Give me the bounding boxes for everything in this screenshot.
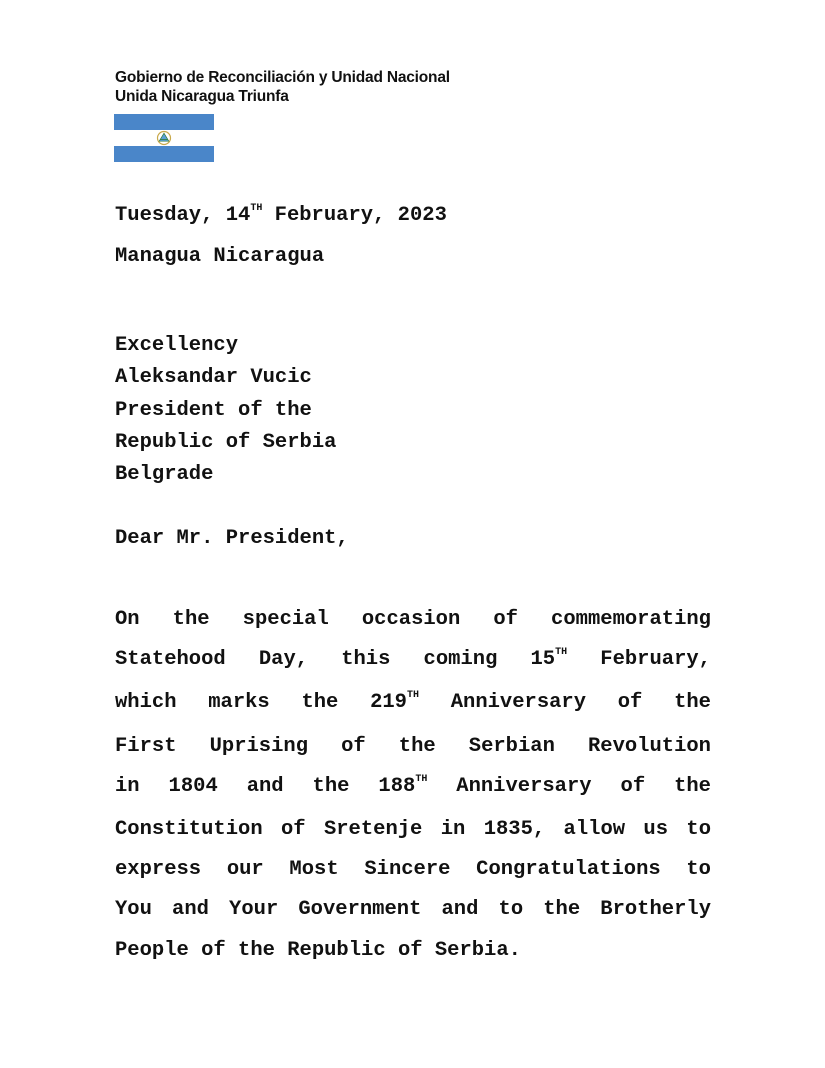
body-line: On the special occasion of commemorating	[115, 608, 711, 631]
letter-date	[115, 204, 447, 227]
body-line: Constitution of Sretenje in 1835, allow us to	[115, 818, 711, 842]
recipient-honorific: Excellency	[115, 334, 239, 357]
body-line: People of the Republic of Serbia.	[115, 938, 521, 962]
recipient-name: Aleksandar Vucic	[115, 366, 312, 390]
body-line: First Uprising of the Serbian Revolution	[115, 734, 711, 758]
date-weekday-day: Tuesday, 14	[115, 204, 251, 227]
recipient-city: Belgrade	[115, 463, 214, 487]
recipient-country: Republic of Serbia	[115, 430, 337, 454]
letter-body	[115, 600, 711, 971]
body-line: which marks the 219TH Anniversary of the	[115, 690, 711, 715]
date-month-year: February, 2023	[262, 204, 447, 227]
recipient-title: President of the	[115, 398, 312, 422]
nicaragua-flag-icon	[114, 114, 214, 162]
body-line: express our Most Sincere Congratulations to	[115, 858, 711, 882]
salutation: Dear Mr. President,	[115, 527, 349, 550]
recipient-address	[115, 330, 336, 491]
body-line: in 1804 and the 188TH Anniversary of the	[115, 773, 711, 798]
letterhead-motto: Unida Nicaragua Triunfa	[115, 88, 289, 105]
letterhead-government-name: Gobierno de Reconciliación y Unidad Nacional	[115, 69, 450, 86]
body-line: Statehood Day, this coming 15TH February,	[115, 647, 711, 672]
body-line: You and Your Government and to the Brotherly	[115, 898, 711, 922]
date-ordinal-suffix: TH	[250, 203, 263, 214]
letterhead	[115, 68, 450, 106]
letter-city: Managua Nicaragua	[115, 245, 325, 268]
